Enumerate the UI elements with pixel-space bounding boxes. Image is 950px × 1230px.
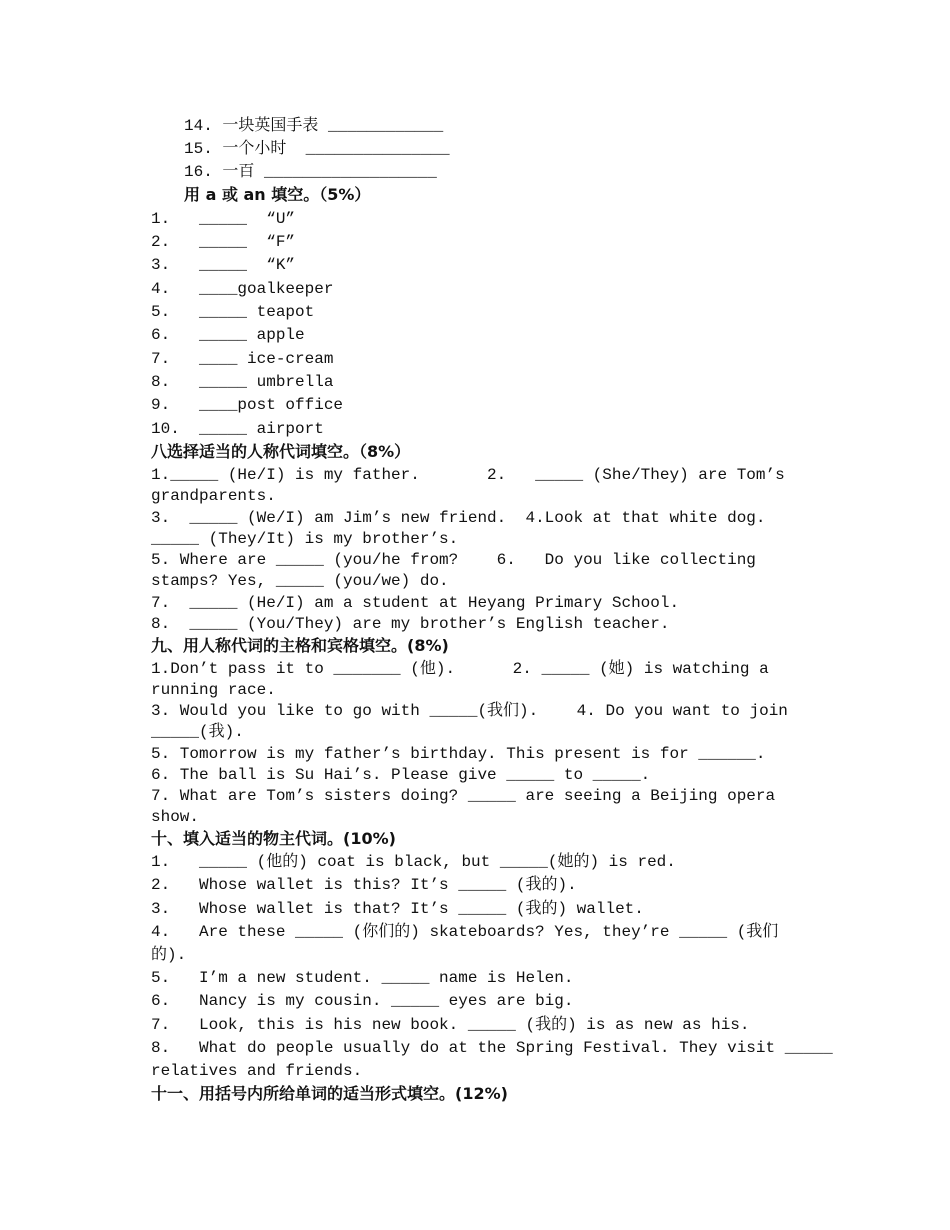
text-line: 1.Don’t pass it to _______ (他). 2. _____ (她) is watching a: [151, 660, 769, 678]
text-line: 1. _____ (他的) coat is black, but _____(她的) is red.: [151, 853, 676, 871]
text-line: grandparents.: [151, 487, 276, 505]
text-line: 2. Whose wallet is this? It’s _____ (我的).: [151, 876, 577, 894]
list-item: 3. _____ “K”: [151, 256, 296, 274]
item-16: 16. 一百 __________________: [184, 163, 437, 181]
section-10-heading: 十、填入适当的物主代词。(10%): [151, 829, 396, 848]
list-item: 7. ____ ice-cream: [151, 350, 334, 368]
item-14: 14. 一块英国手表 ____________: [184, 117, 444, 135]
text-line: 3. _____ (We/I) am Jim’s new friend. 4.Look at that white dog.: [151, 509, 766, 527]
text-line: 4. Are these _____ (你们的) skateboards? Yes, they’re _____ (我们: [151, 923, 779, 941]
text-line: 3. Would you like to go with _____(我们). 4. Do you want to join: [151, 702, 788, 720]
text-line: 7. Look, this is his new book. _____ (我的) is as new as his.: [151, 1016, 750, 1034]
list-item: 6. _____ apple: [151, 326, 305, 344]
list-item: 1. _____ “U”: [151, 210, 296, 228]
list-item: 5. _____ teapot: [151, 303, 315, 321]
text-line: running race.: [151, 681, 276, 699]
text-line: stamps? Yes, _____ (you/we) do.: [151, 572, 449, 590]
text-line: _____(我).: [151, 723, 244, 741]
text-line: 6. The ball is Su Hai’s. Please give _____ to _____.: [151, 766, 651, 784]
list-item: 8. _____ umbrella: [151, 373, 334, 391]
text-line: 8. _____ (You/They) are my brother’s English teacher.: [151, 615, 670, 633]
text-line: relatives and friends.: [151, 1062, 363, 1080]
text-line: 3. Whose wallet is that? It’s _____ (我的) wallet.: [151, 900, 644, 918]
text-line: 6. Nancy is my cousin. _____ eyes are big.: [151, 992, 574, 1010]
list-item: 4. ____goalkeeper: [151, 280, 334, 298]
list-item: 2. _____ “F”: [151, 233, 296, 251]
text-line: 7. _____ (He/I) am a student at Heyang Primary School.: [151, 594, 680, 612]
list-item: 9. ____post office: [151, 396, 344, 414]
text-line: 5. I’m a new student. _____ name is Helen.: [151, 969, 574, 987]
text-line: show.: [151, 808, 200, 826]
section-a-an-heading: 用 a 或 an 填空。（5%）: [184, 185, 371, 204]
text-line: 1._____ (He/I) is my father. 2. _____ (She/They) are Tom’s: [151, 466, 785, 484]
text-line: _____ (They/It) is my brother’s.: [151, 530, 459, 548]
section-11-heading: 十一、用括号内所给单词的适当形式填空。(12%): [151, 1084, 508, 1103]
text-line: 的).: [151, 946, 187, 964]
section-8-heading: 八选择适当的人称代词填空。（8%）: [151, 442, 411, 461]
text-line: 8. What do people usually do at the Spring Festival. They visit _____: [151, 1039, 833, 1057]
item-15: 15. 一个小时 _______________: [184, 140, 450, 158]
list-item: 10. _____ airport: [151, 420, 324, 438]
text-line: 7. What are Tom’s sisters doing? _____ are seeing a Beijing opera: [151, 787, 776, 805]
text-line: 5. Tomorrow is my father’s birthday. This present is for ______.: [151, 745, 766, 763]
text-line: 5. Where are _____ (you/he from? 6. Do you like collecting: [151, 551, 756, 569]
section-9-heading: 九、用人称代词的主格和宾格填空。(8%): [151, 636, 449, 655]
